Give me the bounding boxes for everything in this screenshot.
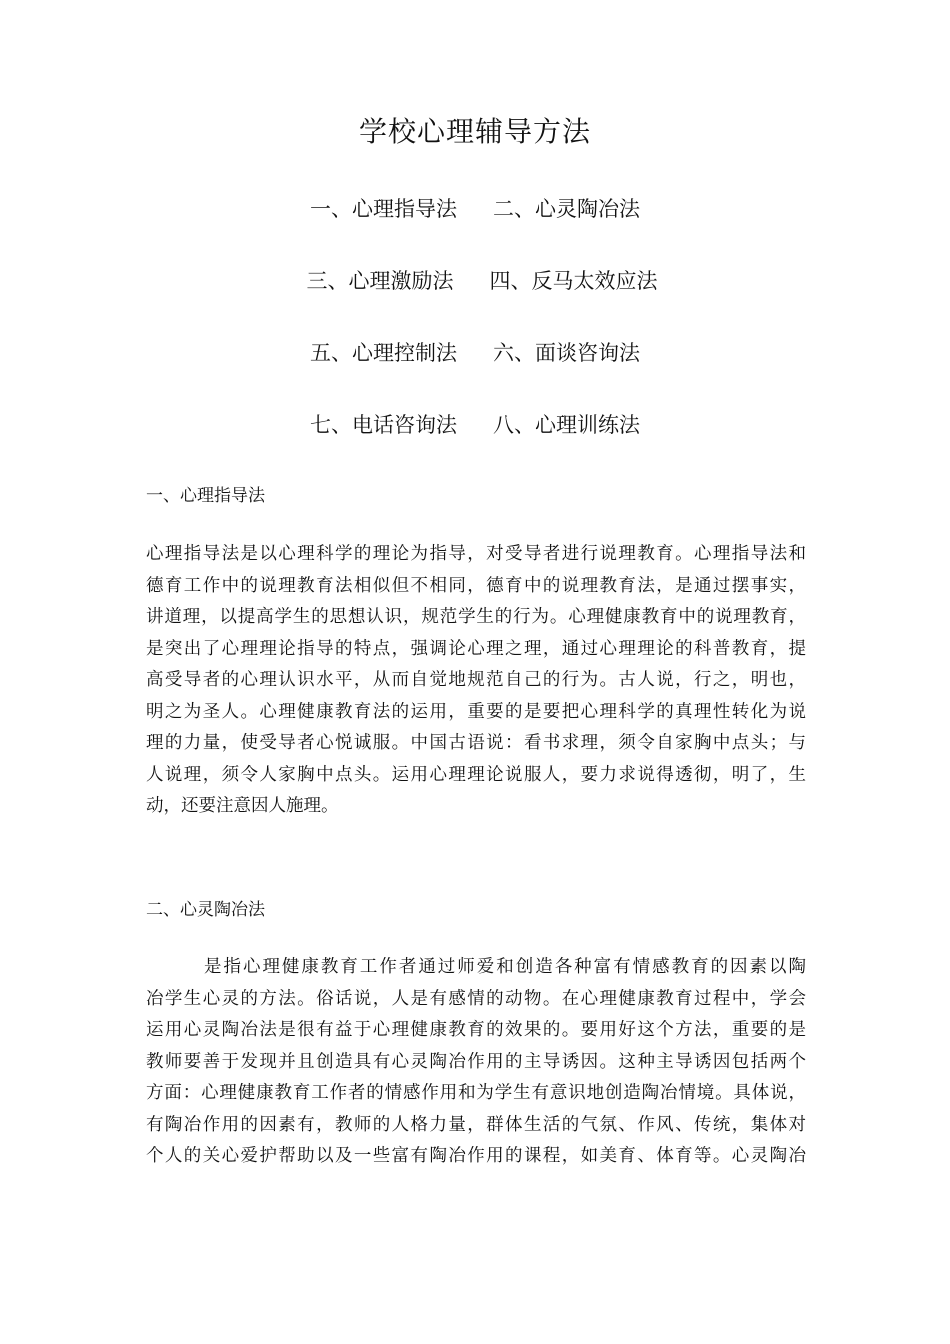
toc-row-2: [0, 266, 950, 296]
paragraph-line: 个人的关心爱护帮助以及一些富有陶冶作用的课程，如美育、体育等。心灵陶冶: [146, 1146, 806, 1166]
paragraph-line: 人说理，须令人家胸中点头。运用心理理论说服人，要力求说得透彻，明了，生: [146, 764, 806, 785]
paragraph-line: 高受导者的心理认识水平，从而自觉地规范自己的行为。古人说，行之，明也，: [146, 670, 806, 690]
paragraph-line: 教师要善于发现并且创造具有心灵陶冶作用的主导诱因。这种主导诱因包括两个: [146, 1051, 806, 1072]
toc-row-3: [0, 338, 950, 368]
section-heading-1: 一、心理指导法: [146, 486, 265, 506]
toc-row-4: [0, 410, 950, 440]
paragraph-line: 是突出了心理理论指导的特点，强调论心理之理，通过心理理论的科普教育，提: [146, 638, 806, 659]
paragraph-line: 冶学生心灵的方法。俗话说，人是有感情的动物。在心理健康教育过程中，学会: [146, 988, 806, 1009]
paragraph-line: 方面：心理健康教育工作者的情感作用和为学生有意识地创造陶冶情境。具体说，: [146, 1083, 806, 1103]
toc-row-1: [0, 194, 950, 224]
section-paragraph-2: [146, 952, 806, 1173]
toc-item-6: 六、面谈咨询法: [493, 341, 640, 365]
paragraph-line: 有陶冶作用的因素有，教师的人格力量，群体生活的气氛、作风、传统，集体对: [146, 1114, 806, 1135]
paragraph-line: 德育工作中的说理教育法相似但不相同，德育中的说理教育法，是通过摆事实，: [146, 575, 806, 596]
section-heading-2: 二、心灵陶冶法: [146, 900, 265, 920]
paragraph-line: 心理指导法是以心理科学的理论为指导，对受导者进行说理教育。心理指导法和: [146, 544, 806, 564]
paragraph-line: 讲道理，以提高学生的思想认识，规范学生的行为。心理健康教育中的说理教育，: [146, 607, 806, 627]
paragraph-line: 理的力量，使受导者心悦诚服。中国古语说：看书求理，须令自家胸中点头；与: [146, 733, 806, 753]
paragraph-line: 是指心理健康教育工作者通过师爱和创造各种富有情感教育的因素以陶: [204, 957, 806, 977]
document-title: 学校心理辅导方法: [358, 115, 591, 148]
toc-item-2: 二、心灵陶冶法: [493, 197, 640, 221]
toc-item-1: 一、心理指导法: [310, 197, 457, 221]
paragraph-line: 动，还要注意因人施理。: [146, 796, 339, 816]
paragraph-line: 运用心灵陶冶法是很有益于心理健康教育的效果的。要用好这个方法，重要的是: [146, 1020, 806, 1040]
section-paragraph-1: [146, 539, 806, 823]
toc-item-8: 八、心理训练法: [493, 413, 640, 437]
toc-item-5: 五、心理控制法: [310, 341, 457, 365]
paragraph-line: 明之为圣人。心理健康教育法的运用，重要的是要把心理科学的真理性转化为说: [146, 701, 806, 722]
toc-item-7: 七、电话咨询法: [310, 413, 457, 437]
toc-item-4: 四、反马太效应法: [489, 269, 658, 293]
toc-item-3: 三、心理激励法: [306, 269, 454, 293]
